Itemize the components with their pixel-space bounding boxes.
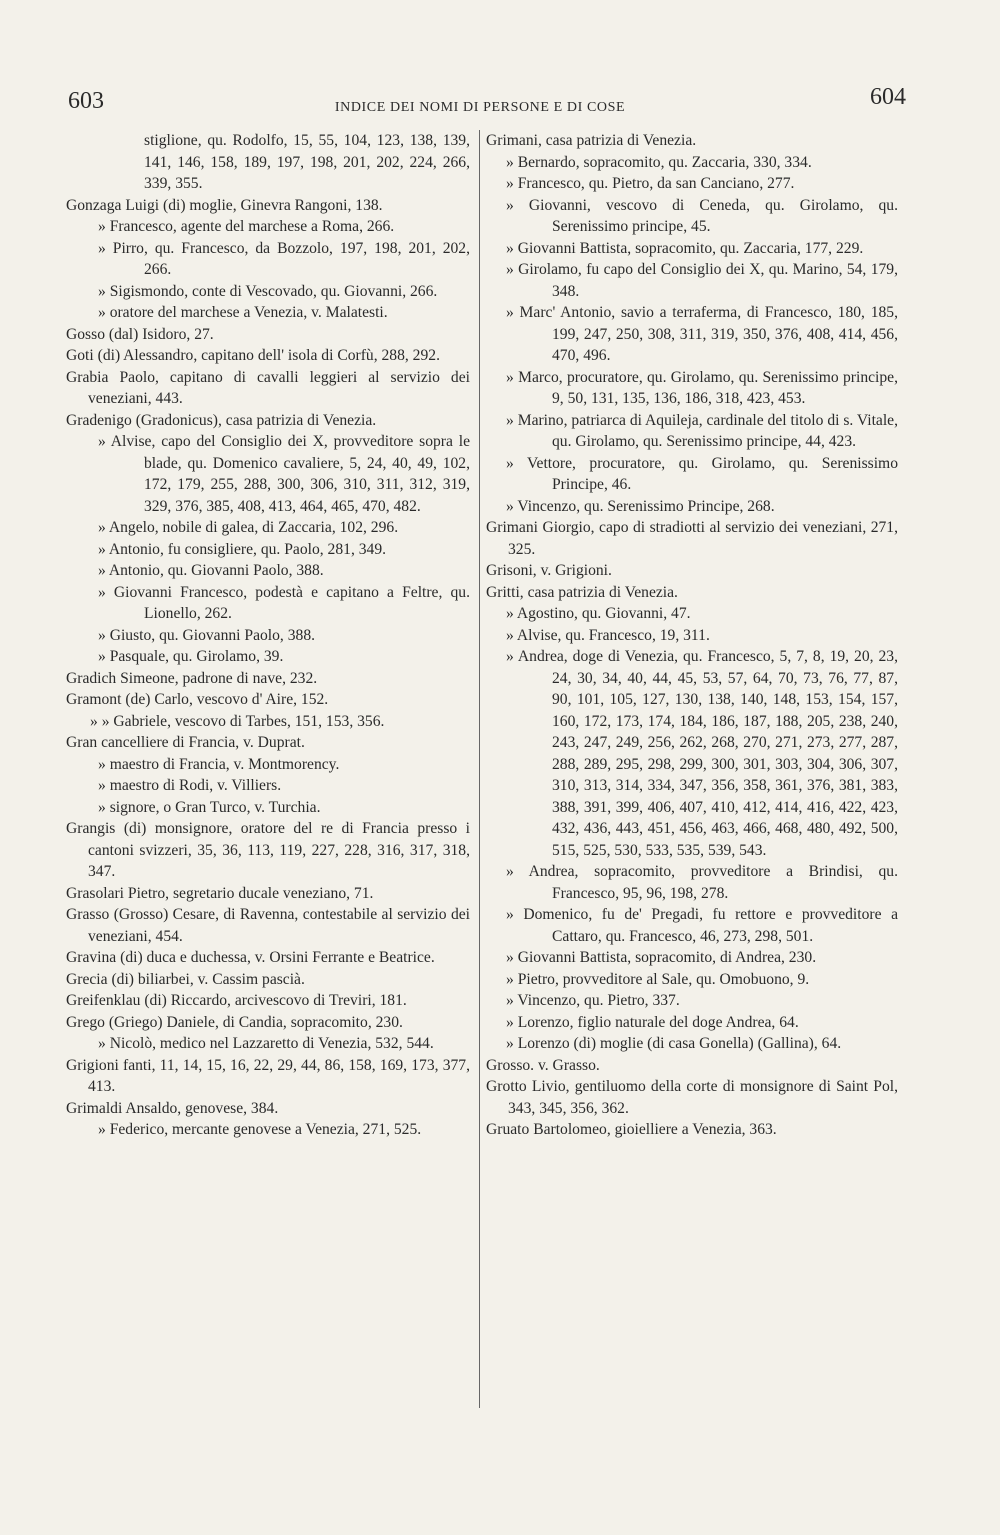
index-entry: Grangis (di) monsignore, oratore del re di Francia presso i cantoni svizzeri, 35, 36, 113, 119, 227, 228, 316, 317, 318, 347. bbox=[66, 820, 470, 880]
index-entry: Grego (Griego) Daniele, di Candia, sopracomito, 230. bbox=[66, 1013, 403, 1031]
index-entry: » Sigismondo, conte di Vescovado, qu. Giovanni, 266. bbox=[98, 282, 438, 300]
index-entry: Gravina (di) duca e duchessa, v. Orsini Ferrante e Beatrice. bbox=[66, 949, 435, 966]
index-entry: Goti (di) Alessandro, capitano dell' isola di Corfù, 288, 292. bbox=[66, 347, 440, 364]
index-entry: » Agostino, qu. Giovanni, 47. bbox=[506, 605, 691, 622]
index-entry: » signore, o Gran Turco, v. Turchia. bbox=[98, 798, 321, 816]
index-entry: » Giovanni Battista, sopracomito, qu. Zaccaria, 177, 229. bbox=[506, 239, 864, 257]
index-entry: » Francesco, agente del marchese a Roma, 266. bbox=[98, 218, 395, 235]
page-number-right: 604 bbox=[870, 84, 906, 110]
index-entry: » Lorenzo, figlio naturale del doge Andrea, 64. bbox=[506, 1013, 799, 1031]
column-divider bbox=[479, 130, 480, 1408]
index-entry: » Andrea, doge di Venezia, qu. Francesco, 5, 7, 8, 19, 20, 23, 24, 30, 34, 40, 44, 45, 53, 57, 64, 70, 73, 76, 77, 87, 90, 101, 105, 127, 130, 138, 140, 148, 153, 154, 157, 160, 172, 173, 174, 184, 186, 187, 188, 205, 238, 240, 243, 247, 249, 256, 262, 268, 270, 271, 273, 277, 287, 288, 289, 295, 298, 299, 300, 301, 303, 304, 306, 307, 310, 313, 314, 334, 347, 356, 358, 361, 376, 381, 383, 388, 391, 399, 406, 407, 410, 412, 414, 416, 422, 423, 432, 436, 443, 451, 456, 463, 466, 468, 480, 492, 500, 515, 525, 530, 533, 535, 539, 543. bbox=[506, 648, 898, 859]
index-entry: Gradich Simeone, padrone di nave, 232. bbox=[66, 669, 318, 687]
index-entry: Grecia (di) biliarbei, v. Cassim pascià. bbox=[66, 970, 305, 988]
index-entry: Gosso (dal) Isidoro, 27. bbox=[66, 325, 214, 343]
index-entry: » Marco, procuratore, qu. Girolamo, qu. Serenissimo principe, 9, 50, 131, 135, 136, 186, 318, 423, 453. bbox=[506, 368, 898, 407]
index-entry: Grasolari Pietro, segretario ducale veneziano, 71. bbox=[66, 884, 374, 902]
index-entry: » Bernardo, sopracomito, qu. Zaccaria, 330, 334. bbox=[506, 153, 812, 171]
index-entry: Grabia Paolo, capitano di cavalli leggieri al servizio dei veneziani, 443. bbox=[66, 368, 470, 407]
index-entry: » Alvise, capo del Consiglio dei X, provveditore sopra le blade, qu. Domenico cavaliere, 5, 24, 40, 49, 102, 172, 179, 255, 288, 300, 306, 310, 311, 312, 319, 329, 376, 385, 408, 413, 464, 465, 470, 482. bbox=[98, 433, 470, 515]
index-entry: Grimani, casa patrizia di Venezia. bbox=[486, 132, 697, 149]
index-entry: stiglione, qu. Rodolfo, 15, 55, 104, 123, 138, 139, 141, 146, 158, 189, 197, 198, 201, 202, 224, 266, 339, 355. bbox=[144, 132, 470, 192]
index-entry: » » Gabriele, vescovo di Tarbes, 151, 153, 356. bbox=[90, 712, 385, 730]
index-entry: » Lorenzo (di) moglie (di casa Gonella) (Gallina), 64. bbox=[506, 1035, 842, 1052]
index-entry: » Francesco, qu. Pietro, da san Canciano, 277. bbox=[506, 175, 795, 192]
index-entry: » Giovanni Francesco, podestà e capitano a Feltre, qu. Lionello, 262. bbox=[98, 583, 470, 622]
index-entry: Grigioni fanti, 11, 14, 15, 16, 22, 29, 44, 86, 158, 169, 173, 377, 413. bbox=[66, 1056, 470, 1095]
index-entry: » Giovanni, vescovo di Ceneda, qu. Girolamo, qu. Serenissimo principe, 45. bbox=[506, 196, 898, 235]
right-column bbox=[486, 130, 898, 1141]
index-entry: Gramont (de) Carlo, vescovo d' Aire, 152. bbox=[66, 691, 329, 708]
index-entry: Grimaldi Ansaldo, genovese, 384. bbox=[66, 1099, 279, 1117]
index-entry: » Giusto, qu. Giovanni Paolo, 388. bbox=[98, 626, 316, 644]
index-entry: » Federico, mercante genovese a Venezia, 271, 525. bbox=[98, 1121, 422, 1138]
index-entry: » Vincenzo, qu. Serenissimo Principe, 268. bbox=[506, 497, 775, 515]
index-entry: Gonzaga Luigi (di) moglie, Ginevra Rangoni, 138. bbox=[66, 196, 383, 214]
index-entry: » Antonio, qu. Giovanni Paolo, 388. bbox=[98, 562, 324, 579]
index-entry: Gritti, casa patrizia di Venezia. bbox=[486, 583, 678, 601]
index-entry: » Vettore, procuratore, qu. Girolamo, qu. Serenissimo Principe, 46. bbox=[506, 454, 898, 493]
index-entry: » Marino, patriarca di Aquileja, cardinale del titolo di s. Vitale, qu. Girolamo, qu. Serenissimo principe, 44, 423. bbox=[506, 411, 898, 450]
index-entry: » Angelo, nobile di galea, di Zaccaria, 102, 296. bbox=[98, 519, 399, 536]
index-entry: » maestro di Rodi, v. Villiers. bbox=[98, 777, 282, 794]
index-entry: Gran cancelliere di Francia, v. Duprat. bbox=[66, 734, 305, 751]
index-entry: » Pirro, qu. Francesco, da Bozzolo, 197, 198, 201, 202, 266. bbox=[98, 239, 470, 278]
index-entry: » Andrea, sopracomito, provveditore a Brindisi, qu. Francesco, 95, 96, 198, 278. bbox=[506, 863, 898, 902]
index-entry: » Pietro, provveditore al Sale, qu. Omobuono, 9. bbox=[506, 970, 810, 988]
index-entry: » Giovanni Battista, sopracomito, di Andrea, 230. bbox=[506, 949, 817, 966]
index-entry: Grasso (Grosso) Cesare, di Ravenna, contestabile al servizio dei veneziani, 454. bbox=[66, 906, 470, 945]
index-entry: Greifenklau (di) Riccardo, arcivescovo di Treviri, 181. bbox=[66, 992, 407, 1009]
page-number-left: 603 bbox=[68, 88, 104, 114]
left-column bbox=[66, 130, 470, 1141]
index-entry: » oratore del marchese a Venezia, v. Malatesti. bbox=[98, 304, 388, 321]
index-entry: » Girolamo, fu capo del Consiglio dei X, qu. Marino, 54, 179, 348. bbox=[506, 261, 898, 300]
index-entry: Grisoni, v. Grigioni. bbox=[486, 562, 612, 579]
index-entry: Gradenigo (Gradonicus), casa patrizia di Venezia. bbox=[66, 411, 377, 429]
index-entry: Grosso. v. Grasso. bbox=[486, 1056, 600, 1074]
index-entry: Grotto Livio, gentiluomo della corte di monsignore di Saint Pol, 343, 345, 356, 362. bbox=[486, 1078, 898, 1117]
index-entry: » Pasquale, qu. Girolamo, 39. bbox=[98, 648, 284, 665]
index-entry: » Domenico, fu de' Pregadi, fu rettore e provveditore a Cattaro, qu. Francesco, 46, 273, 298, 501. bbox=[506, 906, 898, 945]
index-entry: » maestro di Francia, v. Montmorency. bbox=[98, 755, 340, 773]
index-entry: » Marc' Antonio, savio a terraferma, di Francesco, 180, 185, 199, 247, 250, 308, 311, 319, 350, 376, 408, 414, 456, 470, 496. bbox=[506, 304, 898, 364]
index-entry: » Alvise, qu. Francesco, 19, 311. bbox=[506, 626, 710, 644]
index-entry: » Nicolò, medico nel Lazzaretto di Venezia, 532, 544. bbox=[98, 1035, 434, 1052]
index-entry: » Antonio, fu consigliere, qu. Paolo, 281, 349. bbox=[98, 540, 387, 558]
index-entry: Grimani Giorgio, capo di stradiotti al servizio dei veneziani, 271, 325. bbox=[486, 519, 898, 558]
index-entry: Gruato Bartolomeo, gioielliere a Venezia, 363. bbox=[486, 1121, 777, 1138]
index-entry: » Vincenzo, qu. Pietro, 337. bbox=[506, 992, 680, 1009]
running-title: INDICE DEI NOMI DI PERSONE E DI COSE bbox=[334, 100, 626, 115]
page-header bbox=[60, 84, 906, 122]
